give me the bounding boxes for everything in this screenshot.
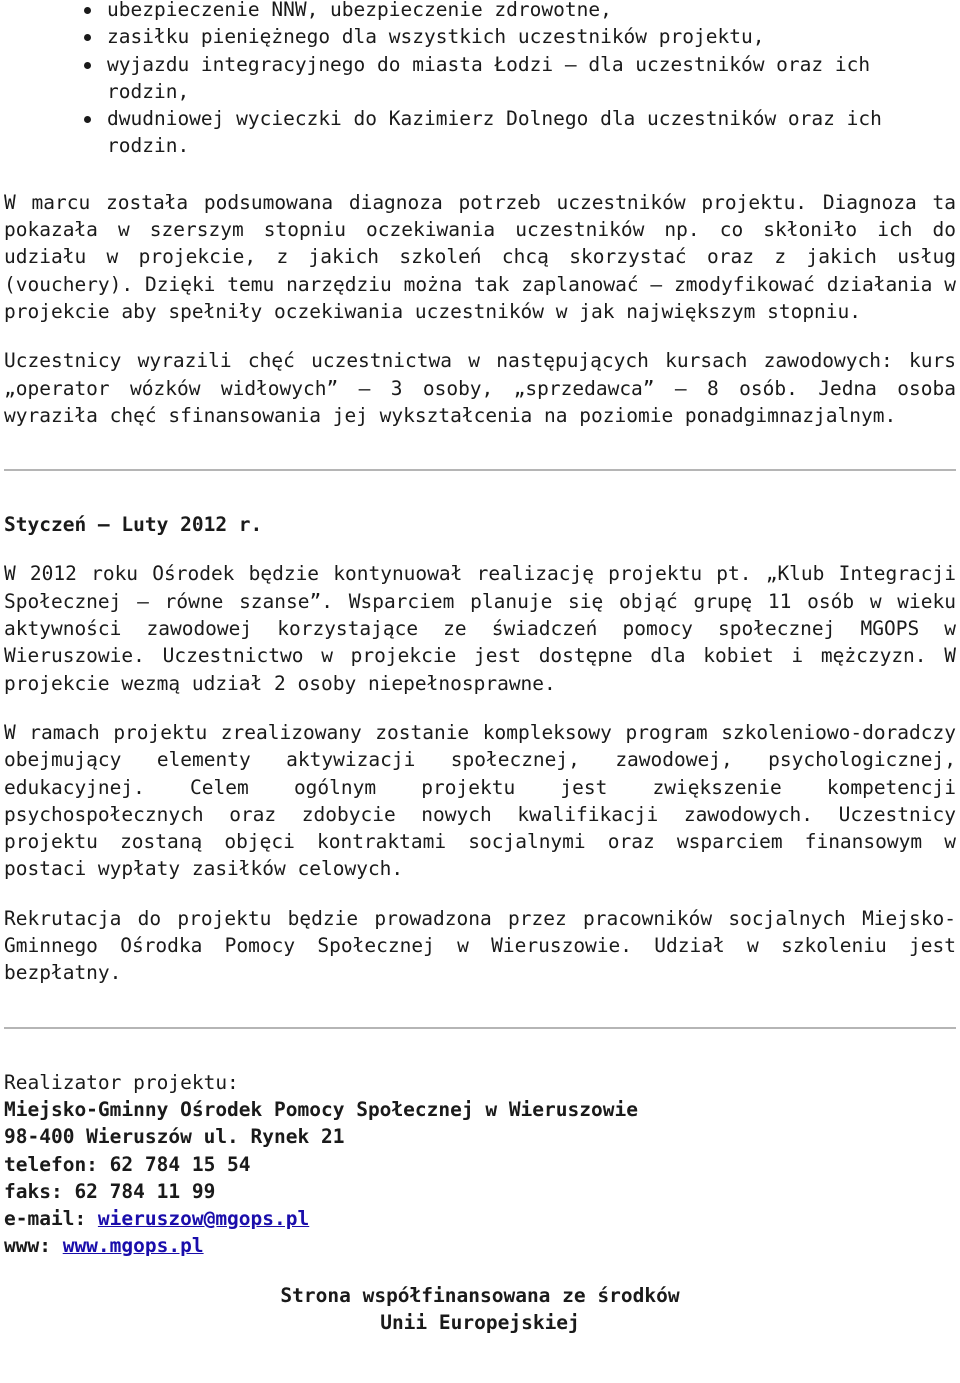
list-item	[80, 51, 956, 106]
contact-org: Miejsko-Gminny Ośrodek Pomocy Społecznej w Wieruszowie	[4, 1097, 638, 1121]
bullet-icon	[84, 34, 91, 41]
www-link[interactable]: www.mgops.pl	[62, 1234, 204, 1258]
footer-line-1: Strona współfinansowana ze środków	[280, 1283, 680, 1307]
bullet-icon	[84, 116, 91, 123]
contact-address: 98-400 Wieruszów ul. Rynek 21	[4, 1125, 345, 1149]
email-link[interactable]: wieruszow@mgops.pl	[97, 1207, 310, 1231]
email-label: e-mail:	[4, 1207, 98, 1231]
paragraph-program: W ramach projektu zrealizowany zostanie kompleksowy program szkoleniowo-doradczy obejmujący elementy aktywizacji społecznej, zawodowej, psychologicznej, edukacyjnej. Celem ogólnym projektu jest zwiększenie kompetencji psychospołecznych oraz zdobycie nowych kwalifikacji zawodowych. Uczestnicy projektu zostaną objęci kontraktami socjalnymi oraz wsparciem finansowym w postaci wypłaty zasiłków celowych.	[4, 720, 956, 881]
paragraph-courses: Uczestnicy wyrazili chęć uczestnictwa w następujących kursach zawodowych: kurs „operator wózków widłowych” – 3 osoby, „sprzedawca” – 8 osób. Jedna osoba wyraziła chęć sfinansowania jej wykształcenia na poziomie ponadgimnazjalnym.	[4, 349, 956, 427]
contact-fax: faks: 62 784 11 99	[4, 1179, 216, 1203]
list-item	[80, 0, 956, 23]
paragraph-diagnosis: W marcu została podsumowana diagnoza potrzeb uczestników projektu. Diagnoza ta pokazała w szerszym stopniu oczekiwania uczestników np. co skłoniło ich do udziału w projekcie, z jakich szkoleń chcą skorzystać oraz z jakich usług (vouchery). Dzięki temu narzędziu można tak zaplanować – zmodyfikować działania w projekcie aby spełniły oczekiwania uczestników w jak największym stopniu.	[4, 190, 956, 323]
paragraph-recruitment: Rekrutacja do projektu będzie prowadzona przez pracowników socjalnych Miejsko-Gminnego Ośrodka Pomocy Społecznej w Wieruszowie. Udział w szkoleniu jest bezpłatny.	[4, 906, 956, 985]
footer-line-2: Unii Europejskiej	[380, 1310, 580, 1334]
contact-label: Realizator projektu:	[4, 1070, 239, 1094]
list-item-text: ubezpieczenie NNW, ubezpieczenie zdrowotne,	[107, 0, 612, 21]
contact-phone: telefon: 62 784 15 54	[4, 1152, 251, 1176]
bullet-icon	[84, 62, 91, 69]
contact-email-row	[4, 1205, 956, 1232]
list-item-text: dwudniowej wycieczki do Kazimierz Dolnego dla uczestników oraz ich rodzin.	[107, 107, 882, 158]
list-item	[80, 23, 956, 50]
list-item-text: wyjazdu integracyjnego do miasta Łodzi – dla uczestników oraz ich rodzin,	[107, 52, 871, 103]
contact-www-row	[4, 1232, 956, 1259]
bullet-icon	[84, 7, 91, 14]
section-heading: Styczeń – Luty 2012 r.	[4, 513, 263, 537]
list-item-text: zasiłku pieniężnego dla wszystkich uczestników projektu,	[107, 25, 765, 49]
list-item	[80, 105, 956, 160]
bullet-list	[4, 0, 956, 160]
www-label: www:	[4, 1234, 63, 1258]
contact-block	[4, 1069, 956, 1260]
paragraph-project-2012: W 2012 roku Ośrodek będzie kontynuował realizację projektu pt. „Klub Integracji Społecznej – równe szanse”. Wsparciem planuje się objąć grupę 11 osób w wieku aktywności zawodowej korzystające ze świadczeń pomocy społecznej MGOPS w Wieruszowie. Uczestnictwo w projekcie jest dostępne dla kobiet i mężczyzn. W projekcie wezmą udział 2 osoby niepełnosprawne.	[4, 562, 956, 695]
